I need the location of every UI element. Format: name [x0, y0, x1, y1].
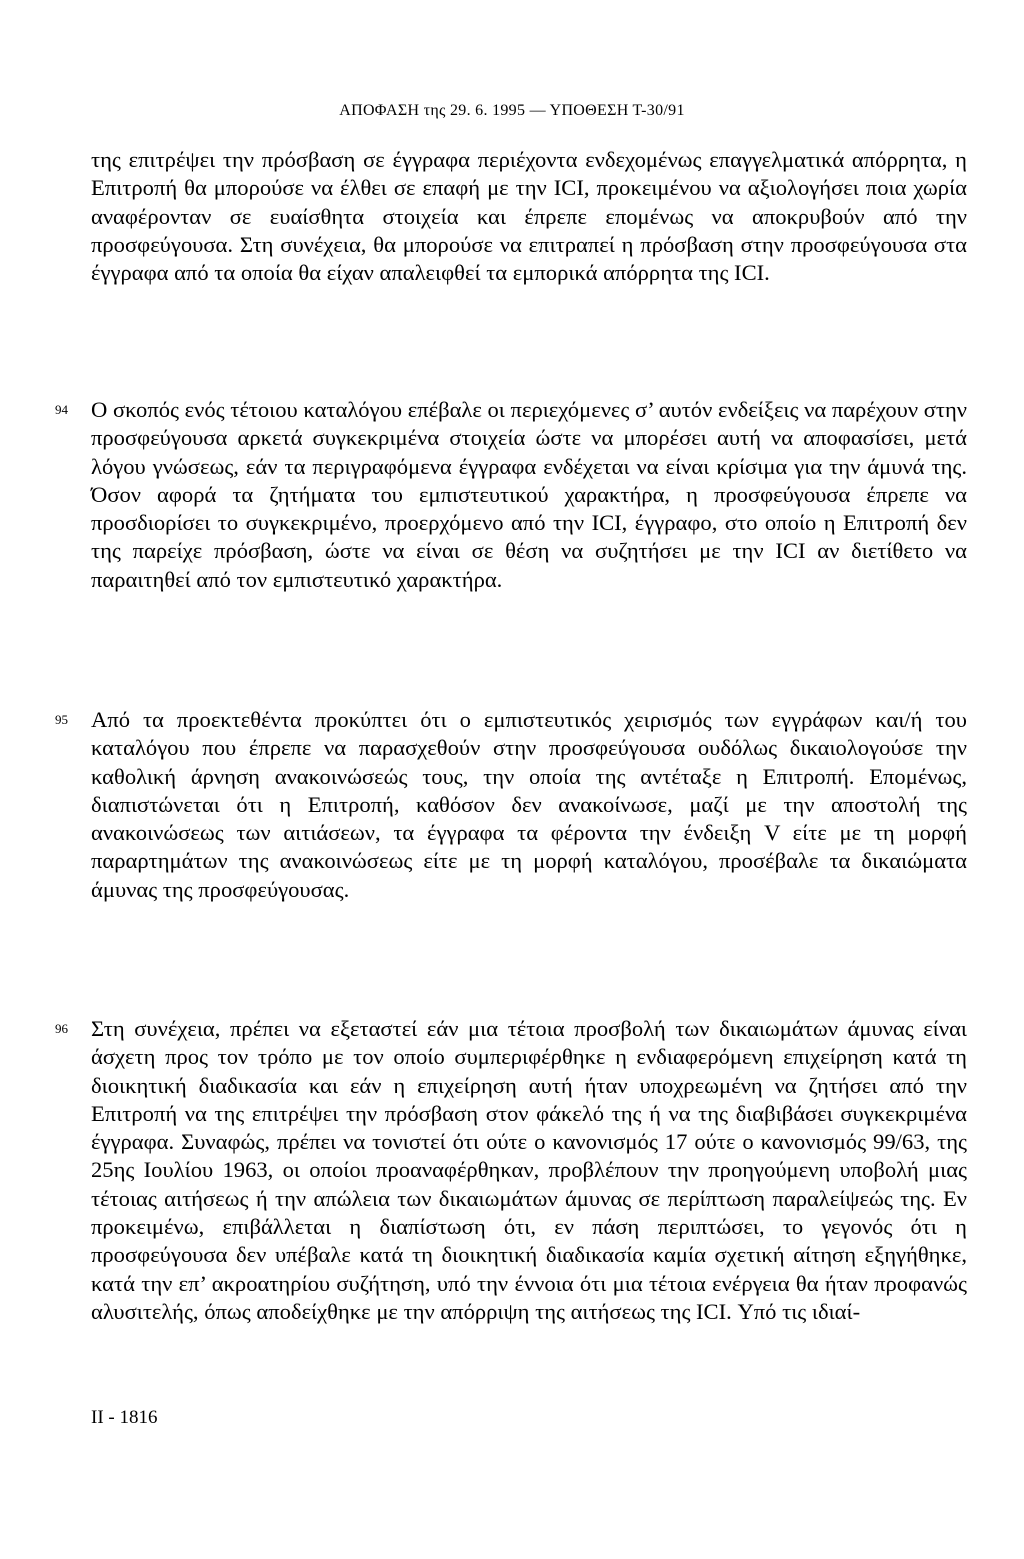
paragraph-number-95: 95 — [55, 712, 68, 727]
paragraph-number-94: 94 — [55, 402, 68, 417]
paragraph-94: Ο σκοπός ενός τέτοιου καταλόγου επέβαλε οι περιεχόμενες σ’ αυτόν ενδείξεις να παρέχουν στην προσφεύγουσα αρκετά συγκεκριμένα στοιχεία ώστε να μπορέσει αυτή να αποφασίσει, μετά λόγου γνώσεως, εάν τα περιγραφόμενα έγγραφα ενδέχεται να είναι κρίσιμα για την άμυνά της. Όσον αφορά τα ζητήματα του εμπιστευτικού χαρακτήρα, η προσφεύγουσα έπρεπε να προσδιορίσει το συγκεκριμένο, προερχόμενο από την ICI, έγγραφο, στο οποίο η Επιτροπή δεν της παρείχε πρόσβαση, ώστε να είναι σε θέση να συζητήσει με την ICI αν διετίθετο να παραιτηθεί από τον εμπιστευτικό χαρακτήρα. — [91, 397, 967, 592]
paragraph-96: Στη συνέχεια, πρέπει να εξεταστεί εάν μια τέτοια προσβολή των δικαιωμάτων άμυνας είναι άσχετη προς τον τρόπο με τον οποίο συμπεριφέρθηκε η ενδιαφερόμενη επιχείρηση κατά τη διοικητική διαδικασία και εάν η επιχείρηση αυτή ήταν υποχρεωμένη να ζητήσει από την Επιτροπή να της επιτρέψει την πρόσβαση στον φάκελό της ή να της διαβιβάσει συγκεκριμένα έγγραφα. Συναφώς, πρέπει να τονιστεί ότι ούτε ο κανονισμός 17 ούτε ο κανονισμός 99/63, της 25ης Ιουλίου 1963, οι οποίοι προαναφέρθηκαν, προβλέπουν την προηγούμενη υποβολή μιας τέτοιας αιτήσεως ή την απώλεια των δικαιωμάτων άμυνας σε περίπτωση παραλείψεώς της. Εν προκειμένω, επιβάλλεται η διαπίστωση ότι, εν πάση περιπτώσει, το γεγονός ότι η προσφεύγουσα δεν υπέβαλε κατά τη διοικητική διαδικασία καμία σχετική αίτηση εξηγήθηκε, κατά την επ’ ακροατηρίου συζήτηση, υπό την έννοια ότι μια τέτοια ενέργεια θα ήταν προφανώς αλυσιτελής, όπως αποδείχθηκε με την απόρριψη της αιτήσεως της ICI. Υπό τις ιδιαί- — [91, 1016, 967, 1324]
paragraph-number-96: 96 — [55, 1021, 68, 1036]
paragraph-continued: της επιτρέψει την πρόσβαση σε έγγραφα περιέχοντα ενδεχομένως επαγγελματικά απόρρητα, η Επιτροπή θα μπορούσε να έλθει σε επαφή με την ICI, προκειμένου να αξιολογήσει ποια χωρία αναφέρονταν σε ευαίσθητα στοιχεία και έπρεπε επομένως να αποκρυβούν από την προσφεύγουσα. Στη συνέχεια, θα μπορούσε να επιτραπεί η πρόσβαση στην προσφεύγουσα στα έγγραφα από τα οποία θα είχαν απαλειφθεί τα εμπορικά απόρρητα της ICI. — [91, 147, 967, 286]
page-number: II - 1816 — [91, 1407, 158, 1428]
running-header: ΑΠΟΦΑΣΗ της 29. 6. 1995 — ΥΠΟΘΕΣΗ Τ-30/91 — [339, 102, 685, 119]
paragraph-95: Από τα προεκτεθέντα προκύπτει ότι ο εμπιστευτικός χειρισμός των εγγράφων και/ή του καταλόγου που έπρεπε να παρασχεθούν στην προσφεύγουσα ουδόλως δικαιολογούσε την καθολική άρνηση ανακοινώσεώς τους, την οποία της αντέταξε η Επιτροπή. Επομένως, διαπιστώνεται ότι η Επιτροπή, καθόσον δεν ανακοίνωσε, μαζί με την αποστολή της ανακοινώσεως των αιτιάσεων, τα έγγραφα τα φέροντα την ένδειξη V είτε με τη μορφή παραρτημάτων της ανακοινώσεως είτε με τη μορφή καταλόγου, προσέβαλε τα δικαιώματα άμυνας της προσφεύγουσας. — [91, 707, 967, 902]
